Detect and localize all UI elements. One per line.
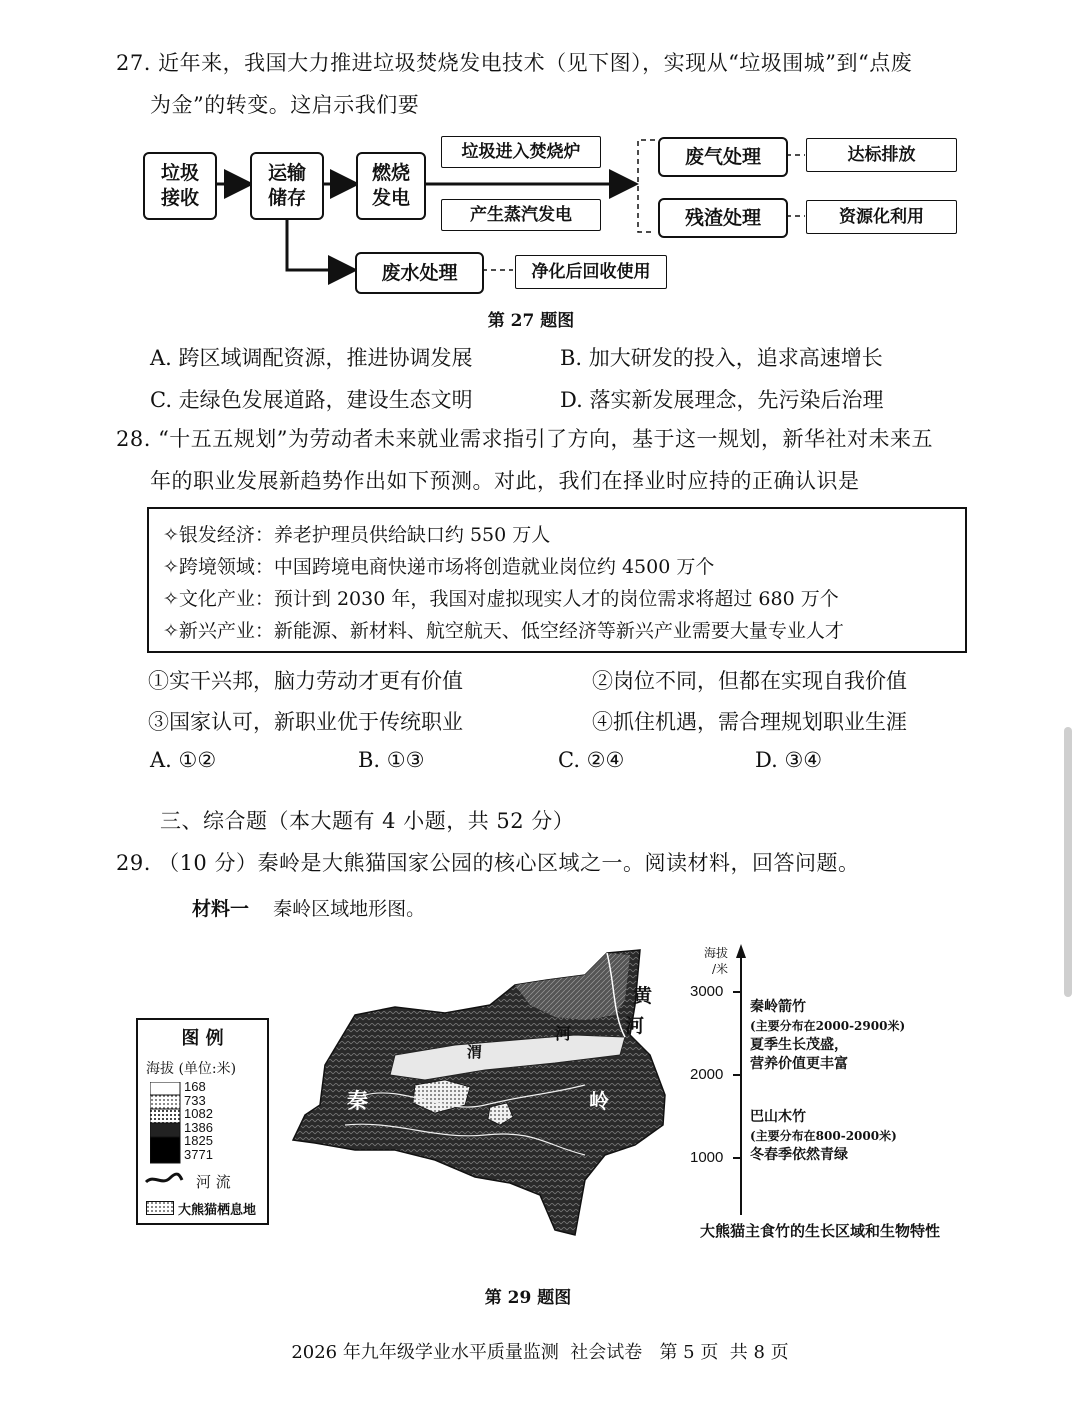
q28-option-d: D. ③④: [755, 748, 823, 772]
q28-statement-2: ②岗位不同，但都在实现自我价值: [592, 669, 907, 693]
material-label: 材料一: [192, 898, 250, 920]
flow-garbage-receive: [143, 152, 217, 220]
map-label-qin: 秦: [347, 1088, 368, 1113]
recv-l2: 接收: [160, 187, 199, 209]
altitude-axis: [690, 940, 980, 1240]
info-silver-economy: ✧银发经济：养老护理员供给缺口约 550 万人: [163, 524, 551, 546]
map-label-he-right: 河: [625, 1015, 645, 1037]
info-cross-border: ✧跨境领域：中国跨境电商快递市场将创造就业岗位约 4500 万个: [163, 556, 715, 578]
q28-statement-4: ④抓住机遇，需合理规划职业生涯: [592, 710, 907, 734]
q27-caption: 第 27 题图: [487, 311, 575, 331]
q29-line1: 29. （10 分）秦岭是大熊猫国家公园的核心区域之一。阅读材料，回答问题。: [116, 851, 860, 875]
q27-line1: 27. 近年来，我国大力推进垃圾焚烧发电技术（见下图），实现从“垃圾围城”到“点废: [116, 51, 913, 75]
axis-tick-1000: 1000: [690, 1149, 724, 1166]
legend-level: 733: [184, 1092, 206, 1108]
flow-wastewater-treatment: 废水处理: [355, 252, 484, 294]
flow-resource-reuse: 资源化利用: [806, 200, 957, 234]
page-footer: 2026 年九年级学业水平质量监测 社会试卷 第 5 页 共 8 页: [291, 1342, 789, 1363]
q27-flowchart: [0, 0, 1080, 310]
bamboo-qinling-range: (主要分布在2000-2900米): [750, 1019, 906, 1033]
bamboo-qinling-name: 秦岭箭竹: [750, 999, 806, 1015]
map-label-wei: 渭: [467, 1043, 483, 1061]
bamboo-qinling: [750, 998, 905, 1074]
bamboo-altitude-chart: [690, 940, 980, 1250]
legend-title: 图 例: [181, 1028, 224, 1049]
bamboo-bashan-range: (主要分布在800-2000米): [750, 1129, 897, 1143]
map-label-he: 河: [555, 1024, 572, 1043]
q29-material: [192, 894, 425, 921]
material-text: 秦岭区域地形图。: [273, 898, 426, 920]
legend-level: 168: [184, 1079, 206, 1094]
qinling-terrain-map: [285, 945, 680, 1240]
river-symbol-icon: [144, 1172, 184, 1188]
q28-line2: 年的职业发展新趋势作出如下预测。对此，我们在择业时应持的正确认识是: [150, 469, 860, 493]
flow-purify-recycle: 净化后回收使用: [515, 255, 667, 289]
q28-option-a: A. ①②: [150, 748, 217, 772]
axis-tick-3000: 3000: [690, 983, 724, 1000]
bamboo-qinling-trait1: 夏季生长茂盛，: [750, 1037, 848, 1053]
legend-level: 1386: [184, 1119, 213, 1135]
habitat-symbol-icon: [146, 1201, 174, 1215]
legend-habitat: 大熊猫栖息地: [178, 1203, 257, 1218]
legend-elevation-scale: [150, 1082, 182, 1164]
map-label-ling: 岭: [589, 1089, 609, 1113]
flow-exhaust-treatment: 废气处理: [658, 137, 788, 177]
q27-option-d: D. 落实新发展理念，先污染后治理: [560, 388, 884, 412]
bamboo-chart-caption: 大熊猫主食竹的生长区域和生物特性: [700, 1222, 941, 1240]
vertical-scrollbar[interactable]: [1064, 727, 1072, 997]
axis-ylabel-2: /米: [712, 962, 729, 976]
flow-transport-storage: [250, 152, 324, 220]
q28-option-c: C. ②④: [558, 748, 625, 772]
info-emerging-industry: ✧新兴产业：新能源、新材料、航空航天、低空经济等新兴产业需要大量专业人才: [163, 620, 844, 642]
recv-l1: 垃圾: [160, 162, 199, 184]
flow-steam-power: 产生蒸汽发电: [441, 199, 601, 231]
q27-option-c: C. 走绿色发展道路，建设生态文明: [150, 388, 473, 412]
legend-level: 1082: [184, 1106, 213, 1121]
legend-level: 1825: [184, 1133, 213, 1148]
bamboo-qinling-trait2: 营养价值更丰富: [750, 1056, 848, 1072]
map-legend: [136, 1018, 269, 1225]
flow-burn-generate: [356, 152, 426, 220]
q28-statement-3: ③国家认可，新职业优于传统职业: [148, 710, 463, 734]
flow-enter-furnace: 垃圾进入焚烧炉: [441, 136, 601, 168]
q27-line2: 为金”的转变。这启示我们要: [150, 93, 420, 117]
legend-level: 3771: [184, 1146, 213, 1162]
q28-statement-1: ①实干兴邦，脑力劳动才更有价值: [148, 669, 463, 693]
q28-line1: 28. “十五五规划”为劳动者未来就业需求指引了方向，基于这一规划，新华社对未来五: [116, 427, 934, 451]
axis-tick-2000: 2000: [690, 1066, 724, 1083]
terrain-map-graphic: [285, 945, 680, 1240]
info-cultural-industry: ✧文化产业：预计到 2030 年，我国对虚拟现实人才的岗位需求将超过 680 万个: [163, 588, 839, 610]
flow-residue-treatment: 残渣处理: [658, 198, 788, 238]
bamboo-bashan-trait: 冬春季依然青绿: [750, 1147, 848, 1163]
bamboo-bashan: [750, 1108, 897, 1165]
bamboo-bashan-name: 巴山木竹: [750, 1109, 806, 1125]
section3-heading: 三、综合题（本大题有 4 小题，共 52 分）: [160, 809, 575, 833]
trans-l2: 储存: [267, 187, 306, 209]
legend-elevation-label: 海拔 (单位:米): [146, 1061, 237, 1077]
axis-ylabel-1: 海拔: [704, 946, 729, 960]
burn-l2: 发电: [371, 187, 410, 209]
q28-info-box: [147, 507, 967, 653]
trans-l1: 运输: [267, 162, 306, 184]
q28-option-b: B. ①③: [358, 748, 425, 772]
q27-option-a: A. 跨区域调配资源，推进协调发展: [150, 346, 473, 370]
legend-river: 河 流: [196, 1173, 231, 1191]
map-label-huang: 黄: [633, 985, 653, 1007]
legend-levels: [184, 1080, 213, 1161]
burn-l1: 燃烧: [371, 162, 410, 184]
q27-option-b: B. 加大研发的投入，追求高速增长: [560, 346, 883, 370]
flow-standard-emission: 达标排放: [806, 138, 957, 172]
q29-caption: 第 29 题图: [484, 1288, 572, 1308]
